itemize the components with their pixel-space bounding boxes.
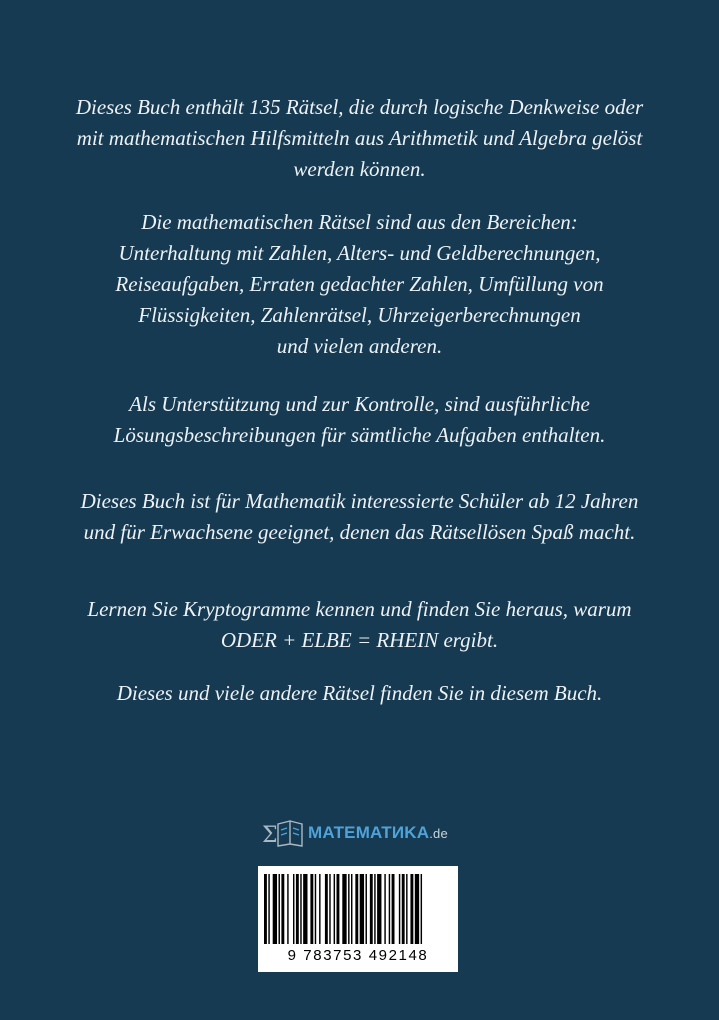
logo-wordmark xyxy=(308,823,448,843)
barcode-bar xyxy=(268,874,269,944)
text-line: mit mathematischen Hilfsmitteln aus Arithmetik und Algebra gelöst xyxy=(76,126,643,150)
barcode-bar xyxy=(337,874,340,944)
barcode-bar xyxy=(377,874,381,944)
barcode-bar xyxy=(296,874,299,944)
barcode-bar xyxy=(342,874,346,944)
barcode-bar xyxy=(293,874,294,944)
paragraph-audience xyxy=(0,486,719,548)
barcode-bar xyxy=(389,874,390,944)
text-line: Lernen Sie Kryptogramme kennen und finden Sie heraus, warum xyxy=(87,597,632,621)
publisher-logo xyxy=(260,818,448,848)
paragraph-intro xyxy=(0,92,719,185)
barcode-bar xyxy=(281,874,284,944)
isbn-number: 9 783753 492148 xyxy=(287,947,429,964)
barcode-bar xyxy=(273,874,277,944)
text-line: Flüssigkeiten, Zahlenrätsel, Uhrzeigerberechnungen xyxy=(138,303,581,327)
barcode-bar xyxy=(399,874,400,944)
text-line: Lösungsbeschreibungen für sämtliche Aufgaben enthalten. xyxy=(113,423,606,447)
text-line: werden können. xyxy=(293,157,426,181)
svg-text:Σ: Σ xyxy=(262,823,278,848)
barcode-bar xyxy=(360,874,364,944)
barcode-bar xyxy=(303,874,307,944)
isbn-barcode xyxy=(258,866,458,972)
text-line: Unterhaltung mit Zahlen, Alters- und Geldberechnungen, xyxy=(118,241,601,265)
barcode-bar xyxy=(374,874,375,944)
barcode-bar xyxy=(300,874,301,944)
barcode-bar xyxy=(402,874,405,944)
text-line: ODER + ELBE = RHEIN ergibt. xyxy=(220,628,499,652)
text-line: Dieses Buch ist für Mathematik interessierte Schüler ab 12 Jahren xyxy=(80,489,639,513)
barcode-bar xyxy=(319,874,320,944)
paragraph-closing xyxy=(0,678,719,709)
barcode-bar xyxy=(366,874,367,944)
barcode-bar xyxy=(410,874,413,944)
text-line: und vielen anderen. xyxy=(276,334,443,358)
text-line: Dieses und viele andere Rätsel finden Sie in diesem Buch. xyxy=(116,681,603,705)
barcode-bar xyxy=(279,874,280,944)
text-line: Als Unterstützung und zur Kontrolle, sind ausführliche xyxy=(129,392,590,416)
barcode-bar xyxy=(370,874,373,944)
sigma-book-icon xyxy=(260,818,306,848)
paragraph-cryptogram xyxy=(0,594,719,656)
logo-name: MATEMATИKA xyxy=(308,823,430,842)
barcode-bar xyxy=(325,874,328,944)
barcode-bar xyxy=(264,874,267,944)
barcode-bar xyxy=(348,874,349,944)
barcode-bar xyxy=(287,874,288,944)
barcode-bar xyxy=(355,874,358,944)
barcode-bar xyxy=(329,874,330,944)
barcode-bar xyxy=(334,874,335,944)
text-line: Reiseaufgaben, Erraten gedachter Zahlen, Umfüllung von xyxy=(115,272,604,296)
barcode-bar xyxy=(315,874,316,944)
barcode-bar xyxy=(351,874,352,944)
text-line: Die mathematischen Rätsel sind aus den Bereichen: xyxy=(141,210,578,234)
barcode-bar xyxy=(415,874,419,944)
text-line: und für Erwachsene geeignet, denen das Rätsellösen Spaß macht. xyxy=(83,520,636,544)
paragraph-solutions xyxy=(0,389,719,451)
barcode-bar xyxy=(392,874,395,944)
text-line: Dieses Buch enthält 135 Rätsel, die durch logische Denkweise oder xyxy=(75,95,644,119)
barcode-bar xyxy=(406,874,407,944)
barcode-bar xyxy=(384,874,385,944)
barcode-bar xyxy=(421,874,422,944)
barcode-bar xyxy=(310,874,313,944)
paragraph-topics xyxy=(0,207,719,362)
logo-tld: .de xyxy=(429,826,448,841)
